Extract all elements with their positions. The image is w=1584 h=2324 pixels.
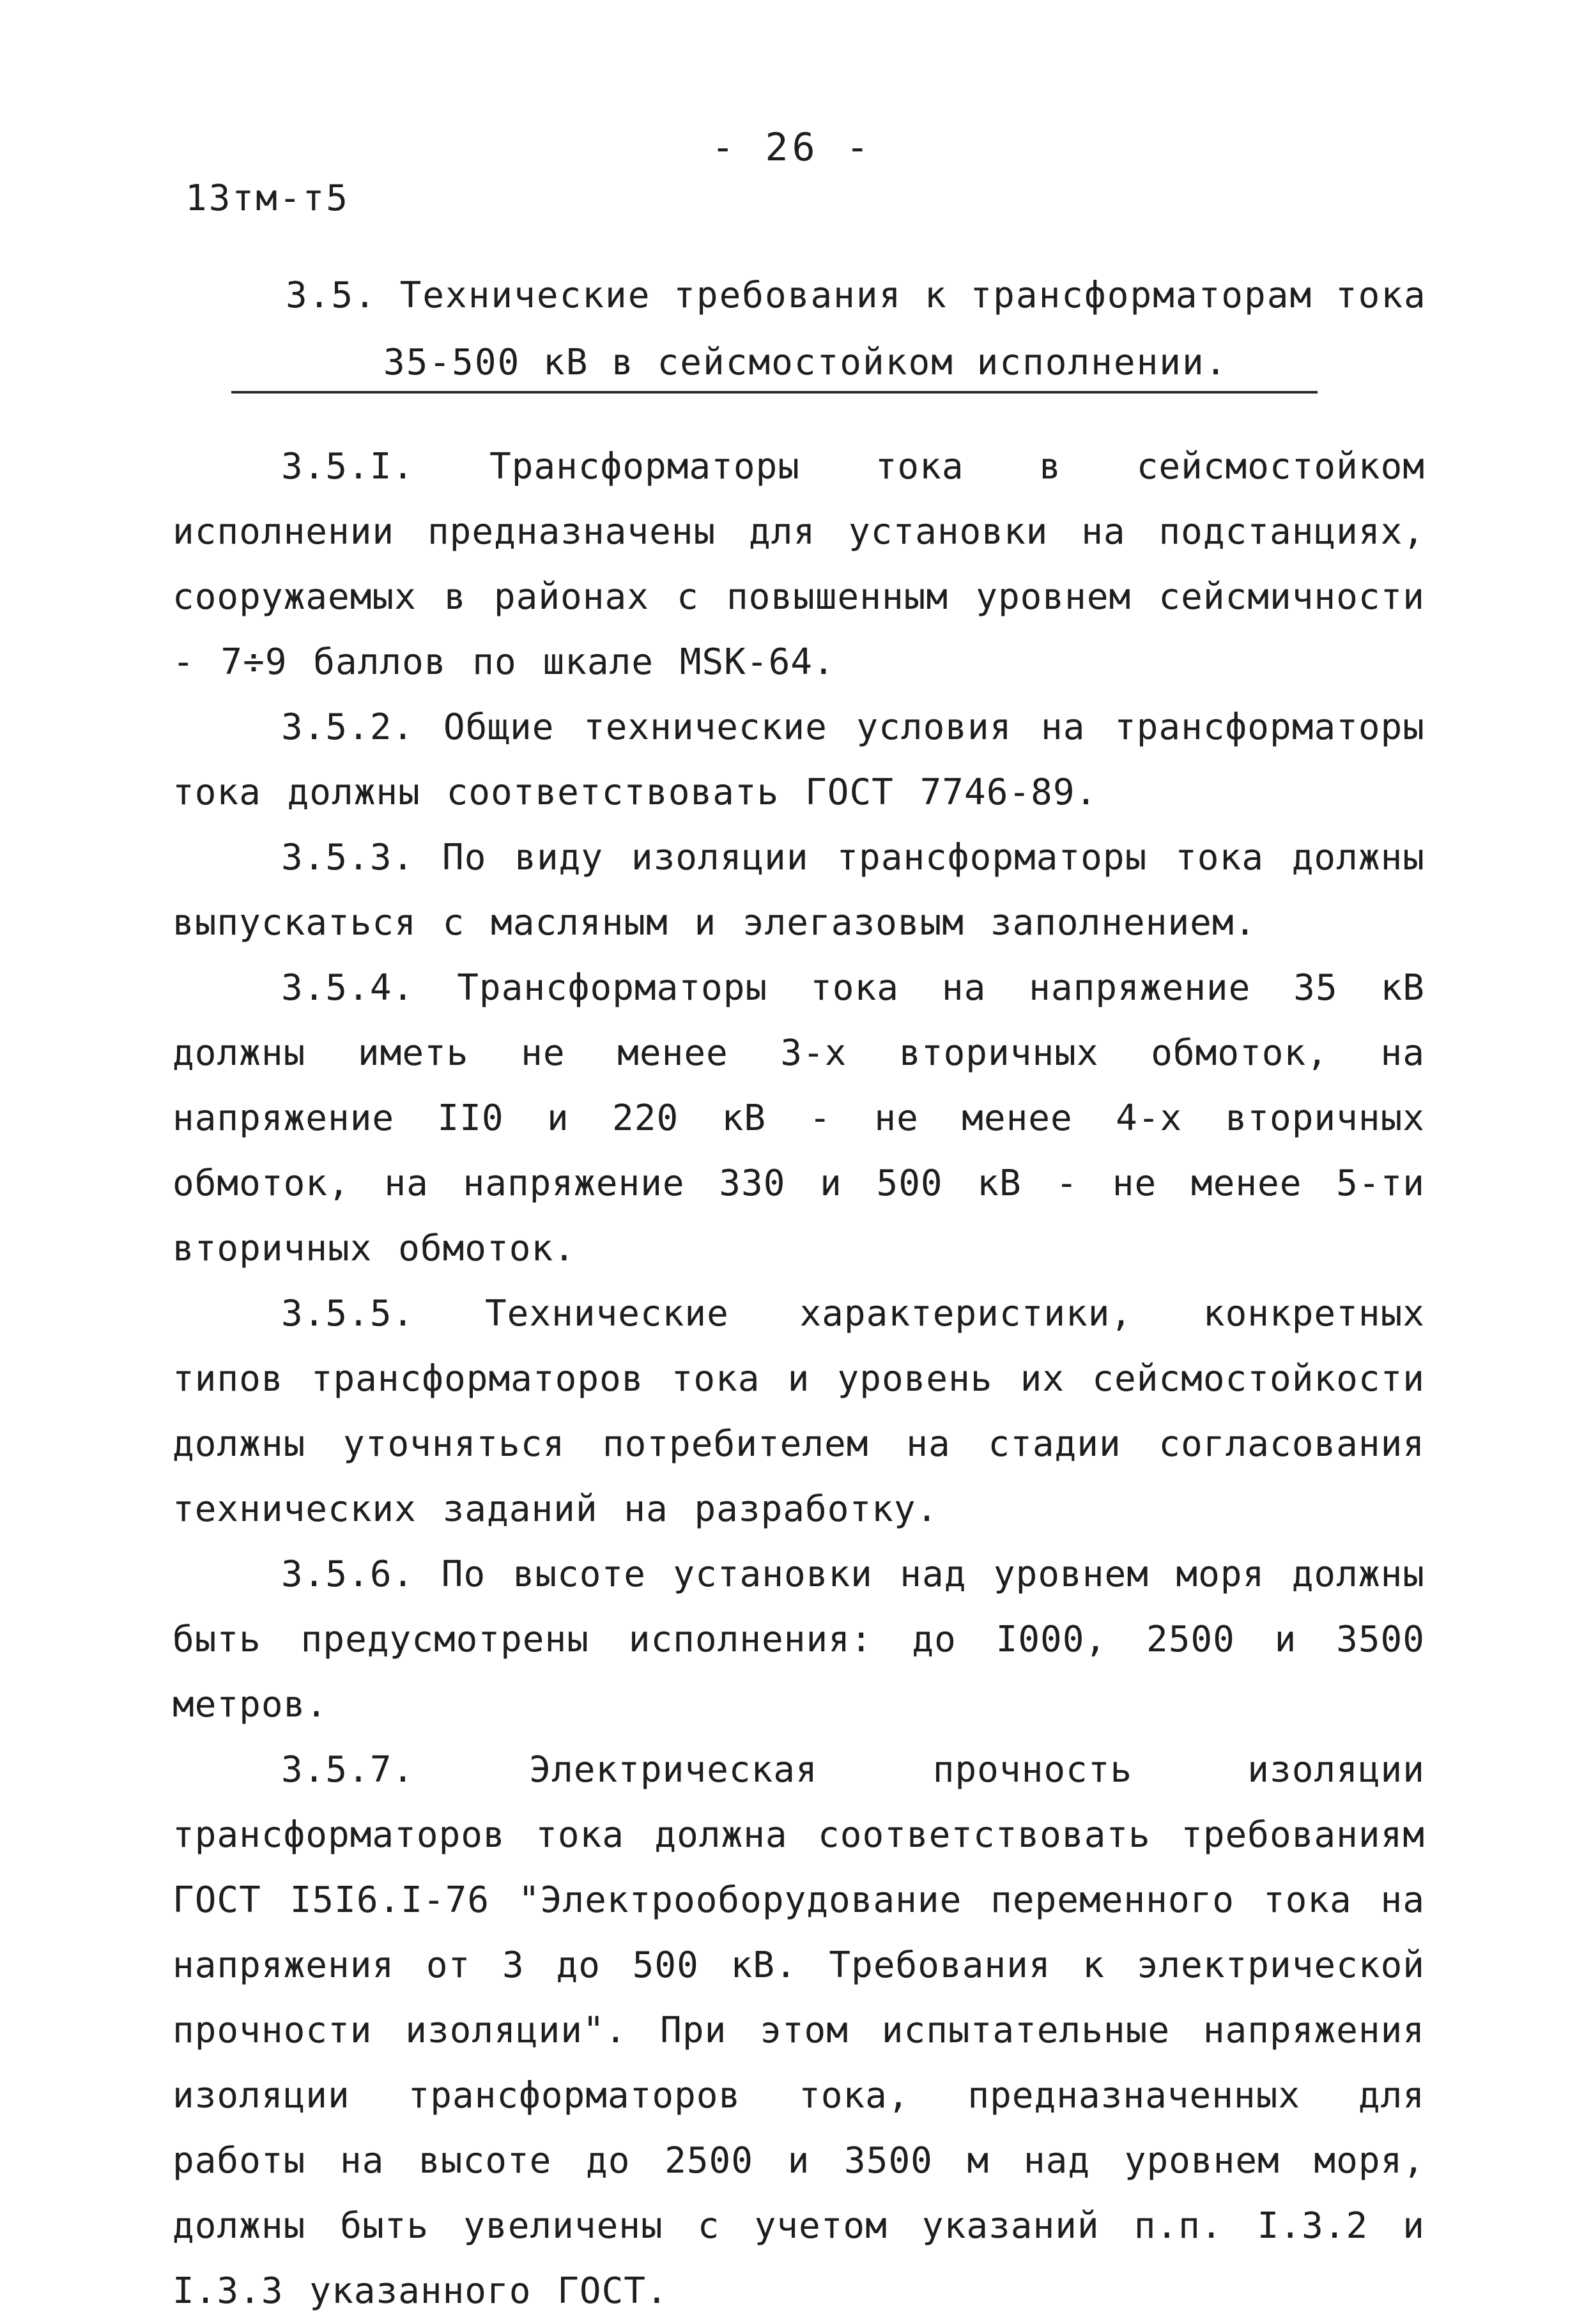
section-title-line-2: 35-500 кВ в сейсмостойком исполнении.	[383, 342, 1228, 383]
section-divider	[231, 391, 1318, 394]
paragraph-3-5-4: 3.5.4. Трансформаторы тока на напряжение 35 кВ должны иметь не менее 3-х вторичных обмоток, на напряжение II0 и 220 кВ - не менее 4-х вторичных обмоток, на напряжение 330 и 500 кВ - не менее 5-ти вторичных обмоток.	[173, 967, 1425, 1269]
paragraph-3-5-6: 3.5.6. По высоте установки над уровнем моря должны быть предусмотрены исполнения: до I000, 2500 и 3500 метров.	[173, 1554, 1425, 1725]
paragraph-3-5-3: 3.5.3. По виду изоляции трансформаторы тока должны выпускаться с масляным и элегазовым заполнением.	[173, 837, 1425, 944]
paragraph-3-5-2: 3.5.2. Общие технические условия на трансформаторы тока должны соответствовать ГОСТ 7746-89.	[173, 707, 1425, 813]
section-title-line-1: 3.5. Технические требования к трансформаторам тока	[286, 275, 1427, 316]
paragraph-3-5-1: 3.5.I. Трансформаторы тока в сейсмостойком исполнении предназначены для установки на подстанциях, сооружаемых в районах с повышенным уровнем сейсмичности - 7÷9 баллов по шкале MSK-64.	[173, 446, 1425, 683]
paragraph-3-5-7: 3.5.7. Электрическая прочность изоляции трансформаторов тока должна соответствовать требованиям ГОСТ I5I6.I-76 "Электрооборудование переменного тока на напряжения от 3 до 500 кВ. Требования к электрической прочности изоляции". При этом испытательные напряжения изоляции трансформаторов тока, предназначенных для работы на высоте до 2500 и 3500 м над уровнем моря, должны быть увеличены с учетом указаний п.п. I.3.2 и I.3.3 указанного ГОСТ.	[173, 1749, 1425, 2312]
document-code: 13тм-т5	[185, 178, 350, 219]
page-number: - 26 -	[711, 125, 873, 170]
body-text	[173, 434, 1425, 2324]
paragraph-3-5-5: 3.5.5. Технические характеристики, конкретных типов трансформаторов тока и уровень их сейсмостойкости должны уточняться потребителем на стадии согласования технических заданий на разработку.	[173, 1293, 1425, 1530]
